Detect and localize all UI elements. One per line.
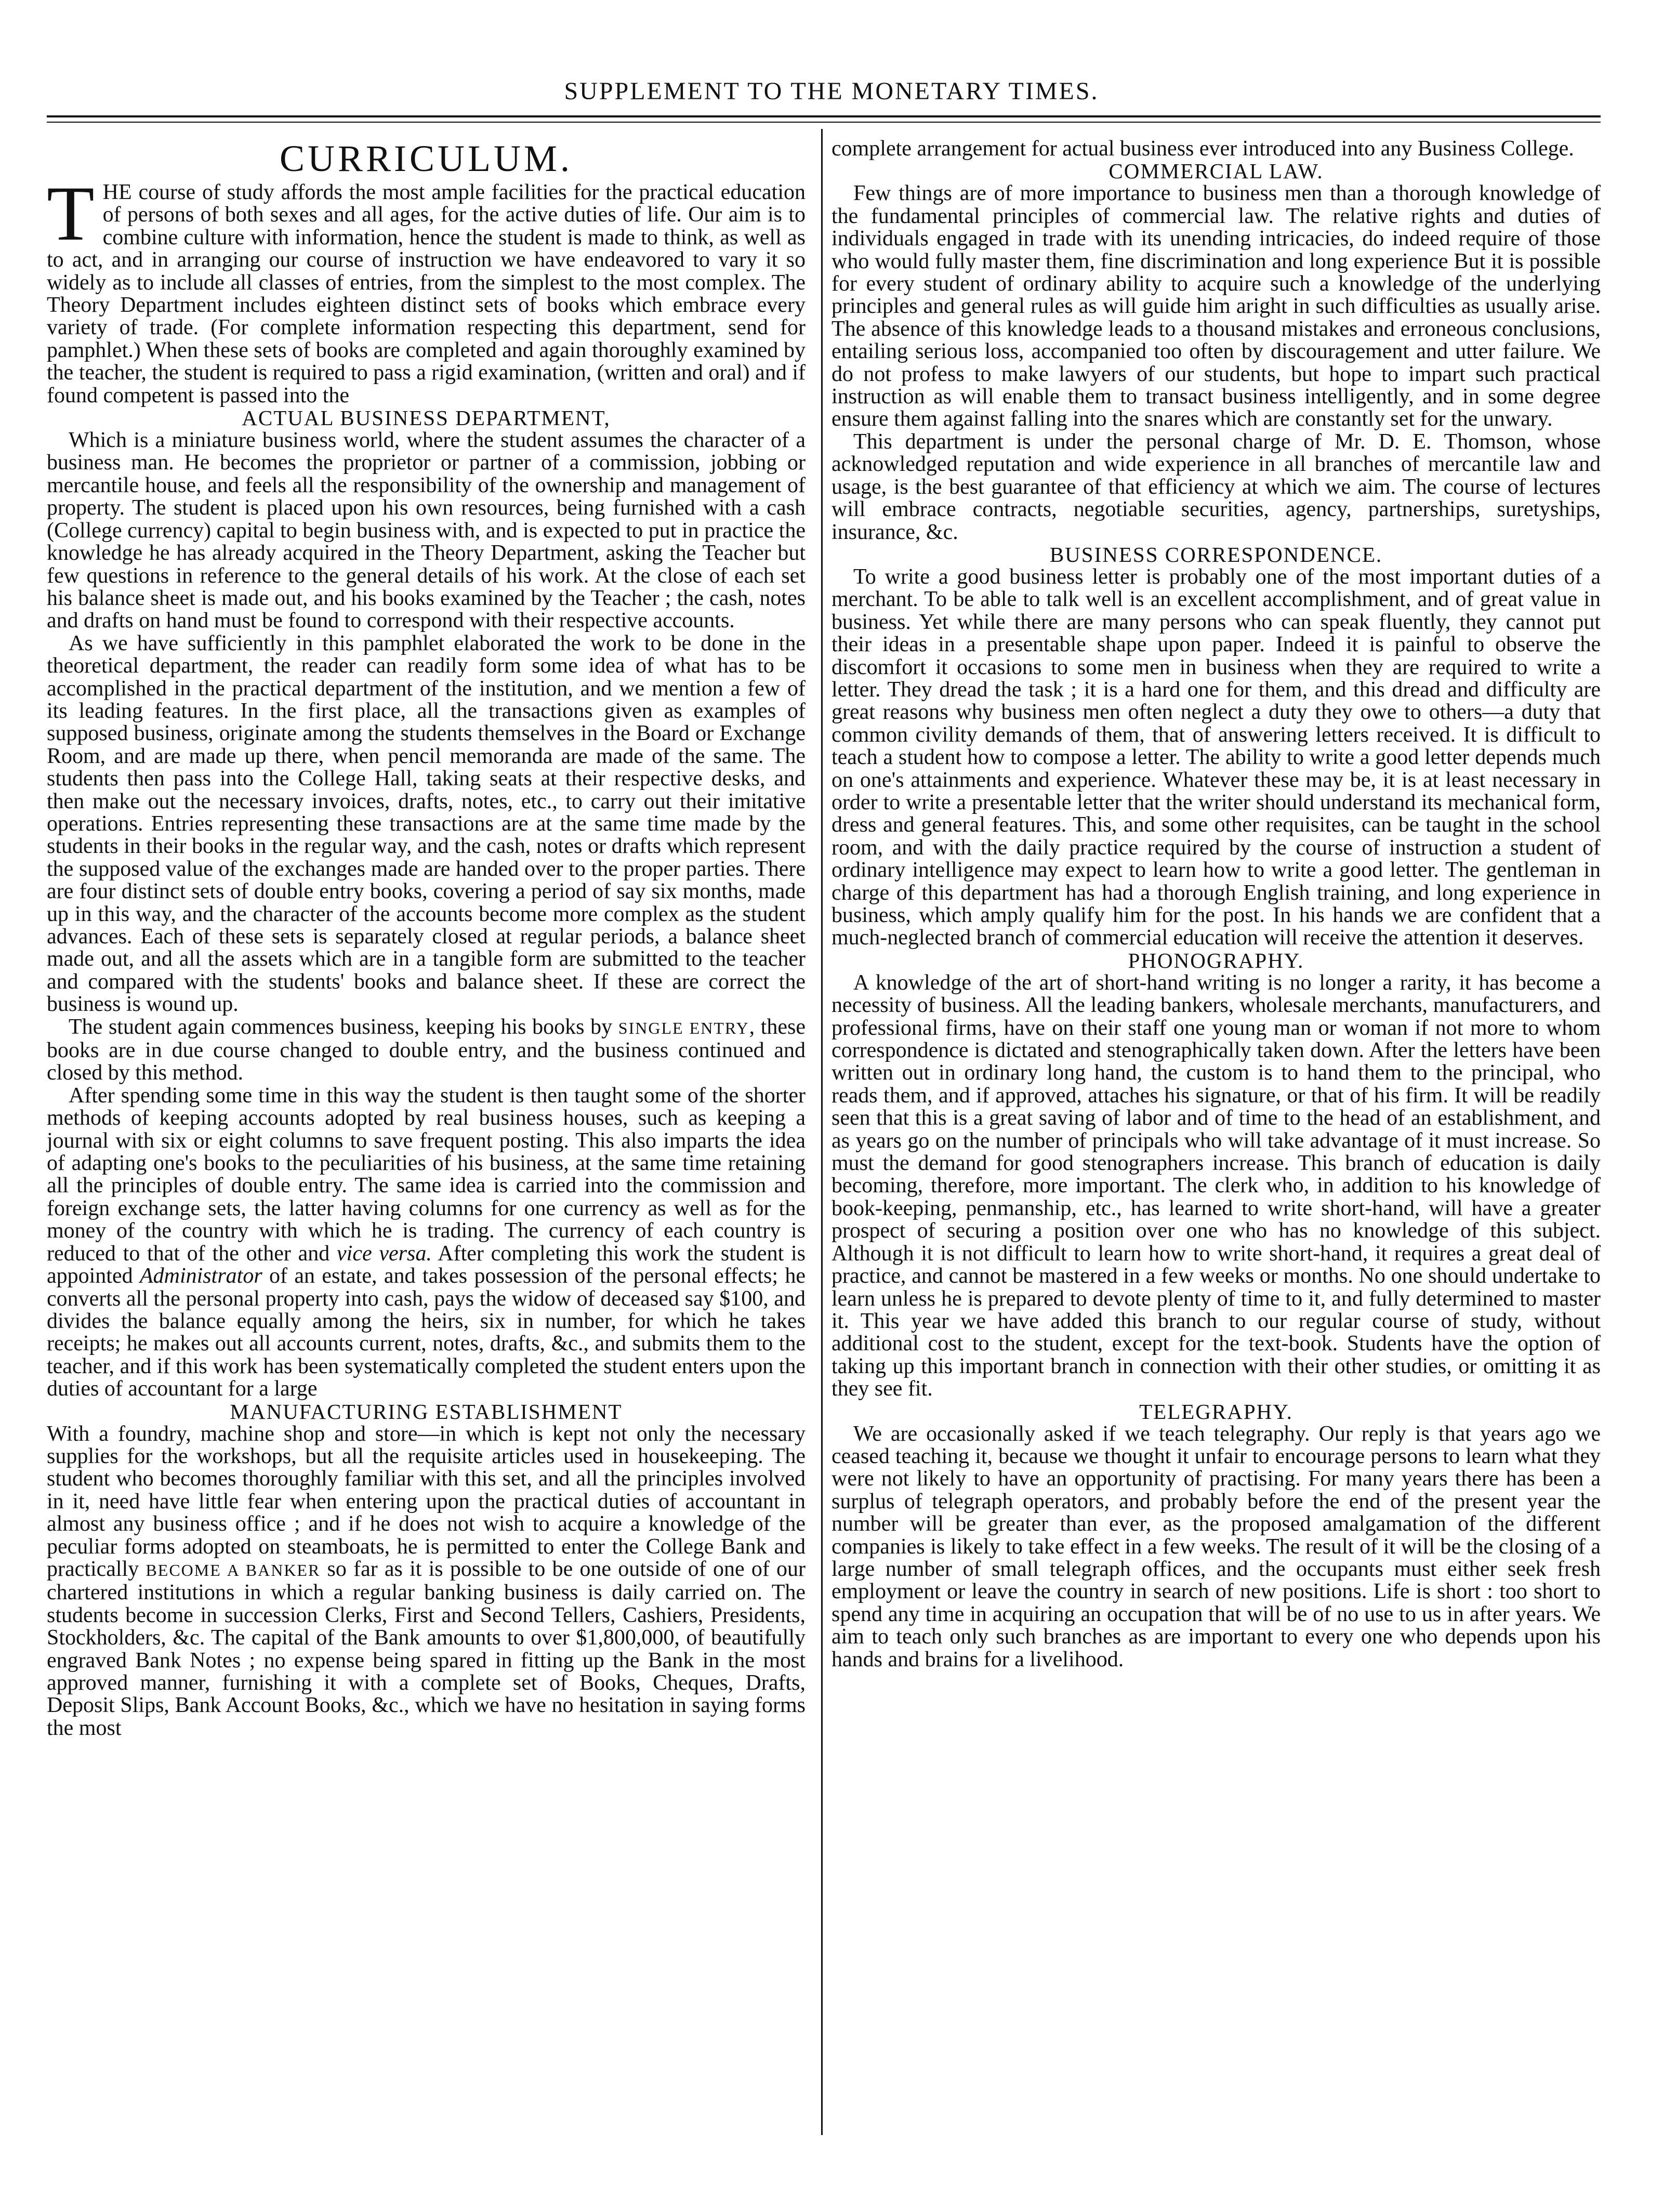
business-correspondence-heading: BUSINESS CORRESPONDENCE. <box>1049 542 1383 567</box>
commercial-law-paragraph-1: Few things are of more importance to business men than a thorough knowledge of the fundamental principles of commercial law. The relative rights and duties of individuals engaged in trade with its unending intricacies, do indeed require of those who would fully master them, fine discrimination and long experience But it is possible for every student of ordinary ability to acquire such a knowledge of the underlying principles and general rules as will guide him aright in such difficulties as usually arise. The absence of this knowledge leads to a thousand mistakes and erroneous conclusions, entailing serious loss, accompanied too often by discouragement and utter failure. We do not profess to make lawyers of our students, but hope to impart such practical instruction as will enable them to transact business intelligently, and in some degree ensure them against falling into the snares which are constantly set for the unwary. <box>832 181 1601 431</box>
actual-business-heading: ACTUAL BUSINESS DEPARTMENT, <box>242 406 611 430</box>
phonography-paragraph: A knowledge of the art of short-hand writing is no longer a rarity, it has become a necessity of business. All the leading bankers, wholesale merchants, manufacturers, and professional firms, have on their staff one young man or woman if not more to whom correspondence is dictated and stenographically taken down. After the letters have been written out in ordinary long hand, the custom is to hand them to the principal, who reads them, and if approved, attaches his signature, or that of his firm. It will be readily seen that this is a great saving of labor and of time to the head of an establishment, and as years go on the number of principals who will take advantage of it must increase. So must the demand for good stenographers increase. This branch of education is daily becoming, therefore, more important. The clerk who, in addition to his knowledge of book-keeping, penmanship, etc., has learned to write short-hand, will have a greater prospect of securing a position over one who has no knowledge of this subject. Although it is not difficult to learn how to write short-hand, it requires a great deal of practice, and cannot be mastered in a few weeks or months. No one should undertake to learn unless he is prepared to devote plenty of time to it, and fully determined to master it. This year we have added this branch to our regular course of study, without additional cost to the student, except for the text-book. Students have the option of taking up this important branch in connection with their other studies, or omitting it as they see fit. <box>832 970 1601 1401</box>
drop-cap: T <box>47 170 95 257</box>
p4-text-b: After completing this work the student is appointed <box>47 1241 806 1288</box>
right-column <box>832 138 1601 1671</box>
curriculum-title: CURRICULUM. <box>279 138 573 179</box>
become-a-banker-smallcaps: BECOME A BANKER <box>146 1560 321 1579</box>
single-entry-smallcaps: SINGLE ENTRY <box>618 1018 749 1037</box>
running-title: SUPPLEMENT TO THE MONETARY TIMES. <box>564 77 1099 105</box>
mfg-text-after: so far as it is possible to be one outside of one of our chartered institutions in which a regular banking business is daily carried on. The students become in succession Clerks, First and Second Tellers, Cashiers, Presidents, Stockholders, &c. The capital of the Bank amounts to over $1,800,000, of beautifully engraved Bank Notes ; no expense being spared in fitting up the Bank in the most approved manner, furnishing it with a complete set of Books, Cheques, Drafts, Deposit Slips, Bank Account Books, &c., which we have no hesitation in saying forms the most <box>47 1557 806 1740</box>
commercial-law-heading: COMMERCIAL LAW. <box>1108 159 1324 183</box>
left-column <box>47 138 806 1740</box>
phonography-heading: PHONOGRAPHY. <box>1128 948 1304 972</box>
continuation-paragraph: complete arrangement for actual business ever introduced into any Business College. <box>832 137 1574 161</box>
p4-text-a: After spending some time in this way the student is then taught some of the shorter methods of keeping accounts adopted by real business houses, such as keeping a journal with six or eight columns to save frequent posting. This also imparts the idea of adapting one's books to the peculiarities of his business, at the same time retaining all the principles of double entry. The same idea is carried into the commission and foreign exchange sets, the latter having columns for one currency as well as for the money of the country with which he is trading. The currency of each country is reduced to that of the other and <box>47 1083 806 1266</box>
administrator-italic: Administrator <box>139 1264 262 1288</box>
telegraphy-heading: TELEGRAPHY. <box>1139 1399 1293 1424</box>
intro-text: HE course of study affords the most ample facilities for the practical education of persons of both sexes and all ages, for the active duties of life. Our aim is to combine culture with information, hence the student is made to think, as well as to act, and in arranging our course of instruction we have endeavored to vary it so widely as to include all classes of entries, from the simplest to the most complex. The Theory Department includes eighteen distinct sets of books which embrace every variety of trade. (For complete information respecting this department, send for pamphlet.) When these sets of books are completed and again thoroughly examined by the teacher, the student is required to pass a rigid examination, (written and oral) and if found competent is passed into the <box>47 180 806 407</box>
actual-business-paragraph-3 <box>47 1016 806 1085</box>
commercial-law-paragraph-2: This department is under the personal charge of Mr. D. E. Thomson, whose acknowledged reputation and wide experience in all branches of mercantile law and usage, is the best guarantee of that efficiency at which we aim. The course of lectures will embrace contracts, negotiable securities, agency, partnerships, suretyships, insurance, &c. <box>832 429 1601 544</box>
p4-text-c: of an estate, and takes possession of the personal effects; he converts all the personal property into cash, pays the widow of deceased say $100, and divides the balance equally among the heirs, six in number, for which he takes receipts; he makes out all accounts current, notes, drafts, &c., and submits them to the teacher, and if this work has been systematically completed the student enters upon the duties of accountant for a large <box>47 1264 806 1401</box>
header-rule-thick <box>47 115 1601 117</box>
actual-business-paragraph-2: As we have sufficiently in this pamphlet elaborated the work to be done in the theoretical department, the reader can readily form some idea of what has to be accomplished in the practical department of the institution, and we mention a few of its leading features. In the first place, all the transactions given as examples of supposed business, originate among the students themselves in the Board or Exchange Room, and are made up there, when pencil memoranda are made of the same. The students then pass into the College Hall, taking seats at their respective desks, and then make out the necessary invoices, drafts, notes, etc., to carry out their imitative operations. Entries representing these transactions are at the same time made by the students in their books in the regular way, and the cash, notes or drafts which represent the supposed value of the exchanges made are handed over to the proper parties. There are four distinct sets of double entry books, covering a period of say six months, made up in this way, and the character of the accounts become more complex as the student advances. Each of these sets is separately closed at regular periods, a balance sheet made out, and all the assets which are in a tangible form are submitted to the teacher and compared with the students' books and balance sheet. If these are correct the business is wound up. <box>47 631 806 1017</box>
business-correspondence-paragraph: To write a good business letter is probably one of the most important duties of a merchant. To be able to talk well is an excellent accomplishment, and of great value in business. Yet while there are many persons who can speak fluently, they cannot put their ideas in a presentable shape upon paper. Indeed it is painful to observe the discomfort it occasions to some men in business when they are required to write a letter. They dread the task ; it is a hard one for them, and this dread and difficulty are great reasons why business men often neglect a duty they owe to others—a duty that common civility demands of them, that of answering letters received. It is difficult to teach a student how to compose a letter. The ability to write a good letter depends much on one's attainments and experience. Whatever these may be, it is at least necessary in order to write a presentable letter that the writer should understand its mechanical form, dress and general features. This, and some other requisites, can be taught in the school room, and with the daily practice required by the course of instruction a student of ordinary intelligence may expect to learn how to write a good letter. The gentleman in charge of this department has had a thorough English training, and long experience in business, which amply qualify him for the post. In his hands we are confident that a much-neglected branch of commercial education will receive the attention it deserves. <box>832 564 1601 950</box>
mfg-text-before: With a foundry, machine shop and store—in which is kept not only the necessary supplies for the workshops, but all the requisite articles used in housekeeping. The student who becomes thoroughly familiar with this set, and all the principles involved in it, need have little fear when entering upon the practical duties of accountant in almost any business office ; and if he does not wish to acquire a knowledge of the peculiar forms adopted on steamboats, he is permitted to enter the College Bank and practically <box>47 1421 806 1581</box>
actual-business-paragraph-1: Which is a miniature business world, where the student assumes the character of a business man. He becomes the proprietor or partner of a commission, jobbing or mercantile house, and feels all the responsibility of the ownership and management of property. The student is placed upon his own resources, being furnished with a cash (College currency) capital to begin business with, and is expected to put in practice the knowledge he has already acquired in the Theory Department, asking the Teacher but few questions in reference to the general details of his work. At the close of each set his balance sheet is made out, and his books examined by the Teacher ; the cash, notes and drafts on hand must be found to correspond with their respective accounts. <box>47 428 806 633</box>
column-divider <box>821 129 823 2135</box>
telegraphy-paragraph: We are occasionally asked if we teach telegraphy. Our reply is that years ago we ceased teaching it, because we thought it unfair to encourage persons to learn what they were not likely to have an opportunity of practising. For many years there has been a surplus of telegraph operators, and probably before the end of the present year the number will be greater than ever, as the proposed amalgamation of the different companies is likely to take effect in a few weeks. The result of it will be the closing of a large number of small telegraph offices, and the occupants must either seek fresh employment or leave the country in search of new positions. Life is short : too short to spend any time in acquiring an occupation that will be of no use to us in after years. We aim to teach only such branches as are important to every one who depends upon his hands and brains for a livelihood. <box>832 1421 1601 1671</box>
actual-business-paragraph-4 <box>47 1085 806 1401</box>
p3-text-before: The student again commences business, keeping his books by <box>69 1015 618 1039</box>
vice-versa-italic: vice versa. <box>337 1241 432 1266</box>
header-rule-thin <box>47 122 1601 123</box>
p3-text-after: , these books are in due course changed to double entry, and the business continued and closed by this method. <box>47 1015 806 1085</box>
manufacturing-heading: MANUFACTURING ESTABLISHMENT <box>230 1399 623 1424</box>
manufacturing-paragraph <box>47 1423 806 1740</box>
intro-paragraph <box>47 170 806 407</box>
